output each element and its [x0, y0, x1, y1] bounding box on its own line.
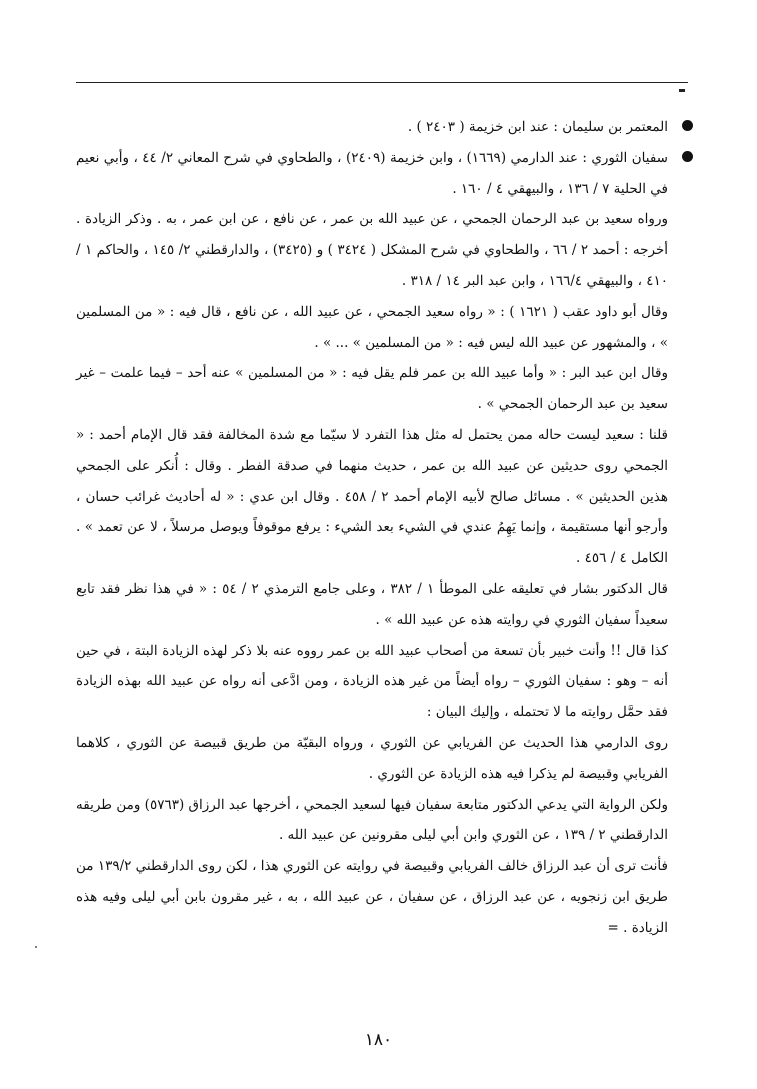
- paragraph-8-text: كذا قال !! وأنت خبير بأن تسعة من أصحاب عبيد الله بن عمر رووه عنه بلا ذكر لهذه الزيادة البتة ، في حين أنه – وهو : سفيان الثوري – رواه أيضاً من غير هذه الزيادة ، ومن ادَّعى أنه رواه عن عبيد الله بهذه الزيادة فقد حمَّل روايته ما لا تحتمله ، وإليك البيان :: [76, 642, 668, 721]
- header-rule: [76, 82, 688, 83]
- paragraph-1: [76, 112, 668, 143]
- paragraph-4: [76, 297, 668, 359]
- paragraph-1-text: المعتمر بن سليمان : عند ابن خزيمة ( ٢٤٠٣ ) .: [407, 119, 668, 135]
- bullet-icon: [682, 151, 693, 162]
- paragraph-3: [76, 204, 668, 296]
- paragraph-2: [76, 143, 668, 205]
- paragraph-7: [76, 574, 668, 636]
- paragraph-11-text: فأنت ترى أن عبد الرزاق خالف الفريابي وقبيصة في روايته عن الثوري هذا ، لكن روى الدارقطني ١٣٩/٢ من طريق ابن زنجويه ، عن عبد الرزاق ، عن سفيان ، عن عبيد الله ، به ، غير مقرون بابن أبي ليلى وفيه هذه الزيادة . =: [76, 858, 668, 936]
- paragraph-10-text: ولكن الرواية التي يدعي الدكتور متابعة سفيان فيها لسعيد الجمحي ، أخرجها عبد الرزاق (٥٧٦٣) ومن طريقه الدارقطني ٢ / ١٣٩ ، عن الثوري وابن أبي ليلى مقرونين عن عبيد الله .: [76, 796, 668, 844]
- paragraph-8: [76, 636, 668, 728]
- paragraph-6: [76, 420, 668, 574]
- paragraph-5: [76, 358, 668, 420]
- header-rule-mark: [679, 89, 685, 92]
- paragraph-5-text: وقال ابن عبد البر : « وأما عبيد الله بن عمر فلم يقل فيه : « من المسلمين » عنه أحد – فيما علمت – غير سعيد بن عبد الرحمان الجمحي » .: [76, 365, 668, 413]
- page-number: ١٨٠: [364, 1030, 393, 1050]
- paragraph-2-text: سفيان الثوري : عند الدارمي (١٦٦٩) ، وابن خزيمة (٢٤٠٩) ، والطحاوي في شرح المعاني ٢/ ٤٤ ، وأبي نعيم في الحلية ٧ / ١٣٦ ، والبيهقي ٤ / ١٦٠ .: [76, 149, 668, 197]
- paragraph-9: [76, 728, 668, 790]
- footnote-text-block: [76, 112, 668, 944]
- paragraph-3-text: ورواه سعيد بن عبد الرحمان الجمحي ، عن عبيد الله بن عمر ، عن نافع ، عن ابن عمر ، به . وذكر الزيادة . أخرجه : أحمد ٢ / ٦٦ ، والطحاوي في شرح المشكل ( ٣٤٢٤ ) و (٣٤٢٥) ، والدارقطني ٢/ ١٤٥ ، والحاكم ١ / ٤١٠ ، والبيهقي ١٦٦/٤ ، وابن عبد البر ١٤ / ٣١٨ .: [76, 211, 669, 289]
- paragraph-10: [76, 790, 668, 852]
- margin-dot: [35, 946, 37, 948]
- paragraph-9-text: روى الدارمي هذا الحديث عن الفريابي عن الثوري ، ورواه البقيّة من طريق قبيصة عن الثوري ، كلاهما الفريابي وقبيصة لم يذكرا فيه هذه الزيادة عن الثوري .: [76, 734, 668, 782]
- paragraph-4-text: وقال أبو داود عقب ( ١٦٢١ ) : « رواه سعيد الجمحي ، عن عبيد الله ، عن نافع ، قال فيه : « من المسلمين » ، والمشهور عن عبيد الله ليس فيه : « من المسلمين » ... » .: [76, 303, 668, 351]
- bullet-icon: [682, 120, 693, 131]
- paragraph-11: [76, 851, 668, 943]
- paragraph-6-text: قلنا : سعيد ليست حاله ممن يحتمل له مثل هذا التفرد لا سيّما مع شدة المخالفة فقد قال الإمام أحمد : « الجمحي روى حديثين عن عبيد الله بن عمر ، حديث منهما في صدقة الفطر . وقال : أُنكر على الجمحي هذين الحديثين » . مسائل صالح لأبيه الإمام أحمد ٢ / ٤٥٨ . وقال ابن عدي : « له أحاديث غرائب حسان ، وأرجو أنها مستقيمة ، وإنما يَهِمُ عندي في الشيء بعد الشيء : يرفع موقوفاً ويوصل مرسلاً ، لا عن تعمد » . الكامل ٤ / ٤٥٦ .: [76, 426, 668, 567]
- paragraph-7-text: قال الدكتور بشار في تعليقه على الموطأ ١ / ٣٨٢ ، وعلى جامع الترمذي ٢ / ٥٤ : « في هذا نظر فقد تابع سعيداً سفيان الثوري في روايته هذه عن عبيد الله » .: [76, 580, 668, 628]
